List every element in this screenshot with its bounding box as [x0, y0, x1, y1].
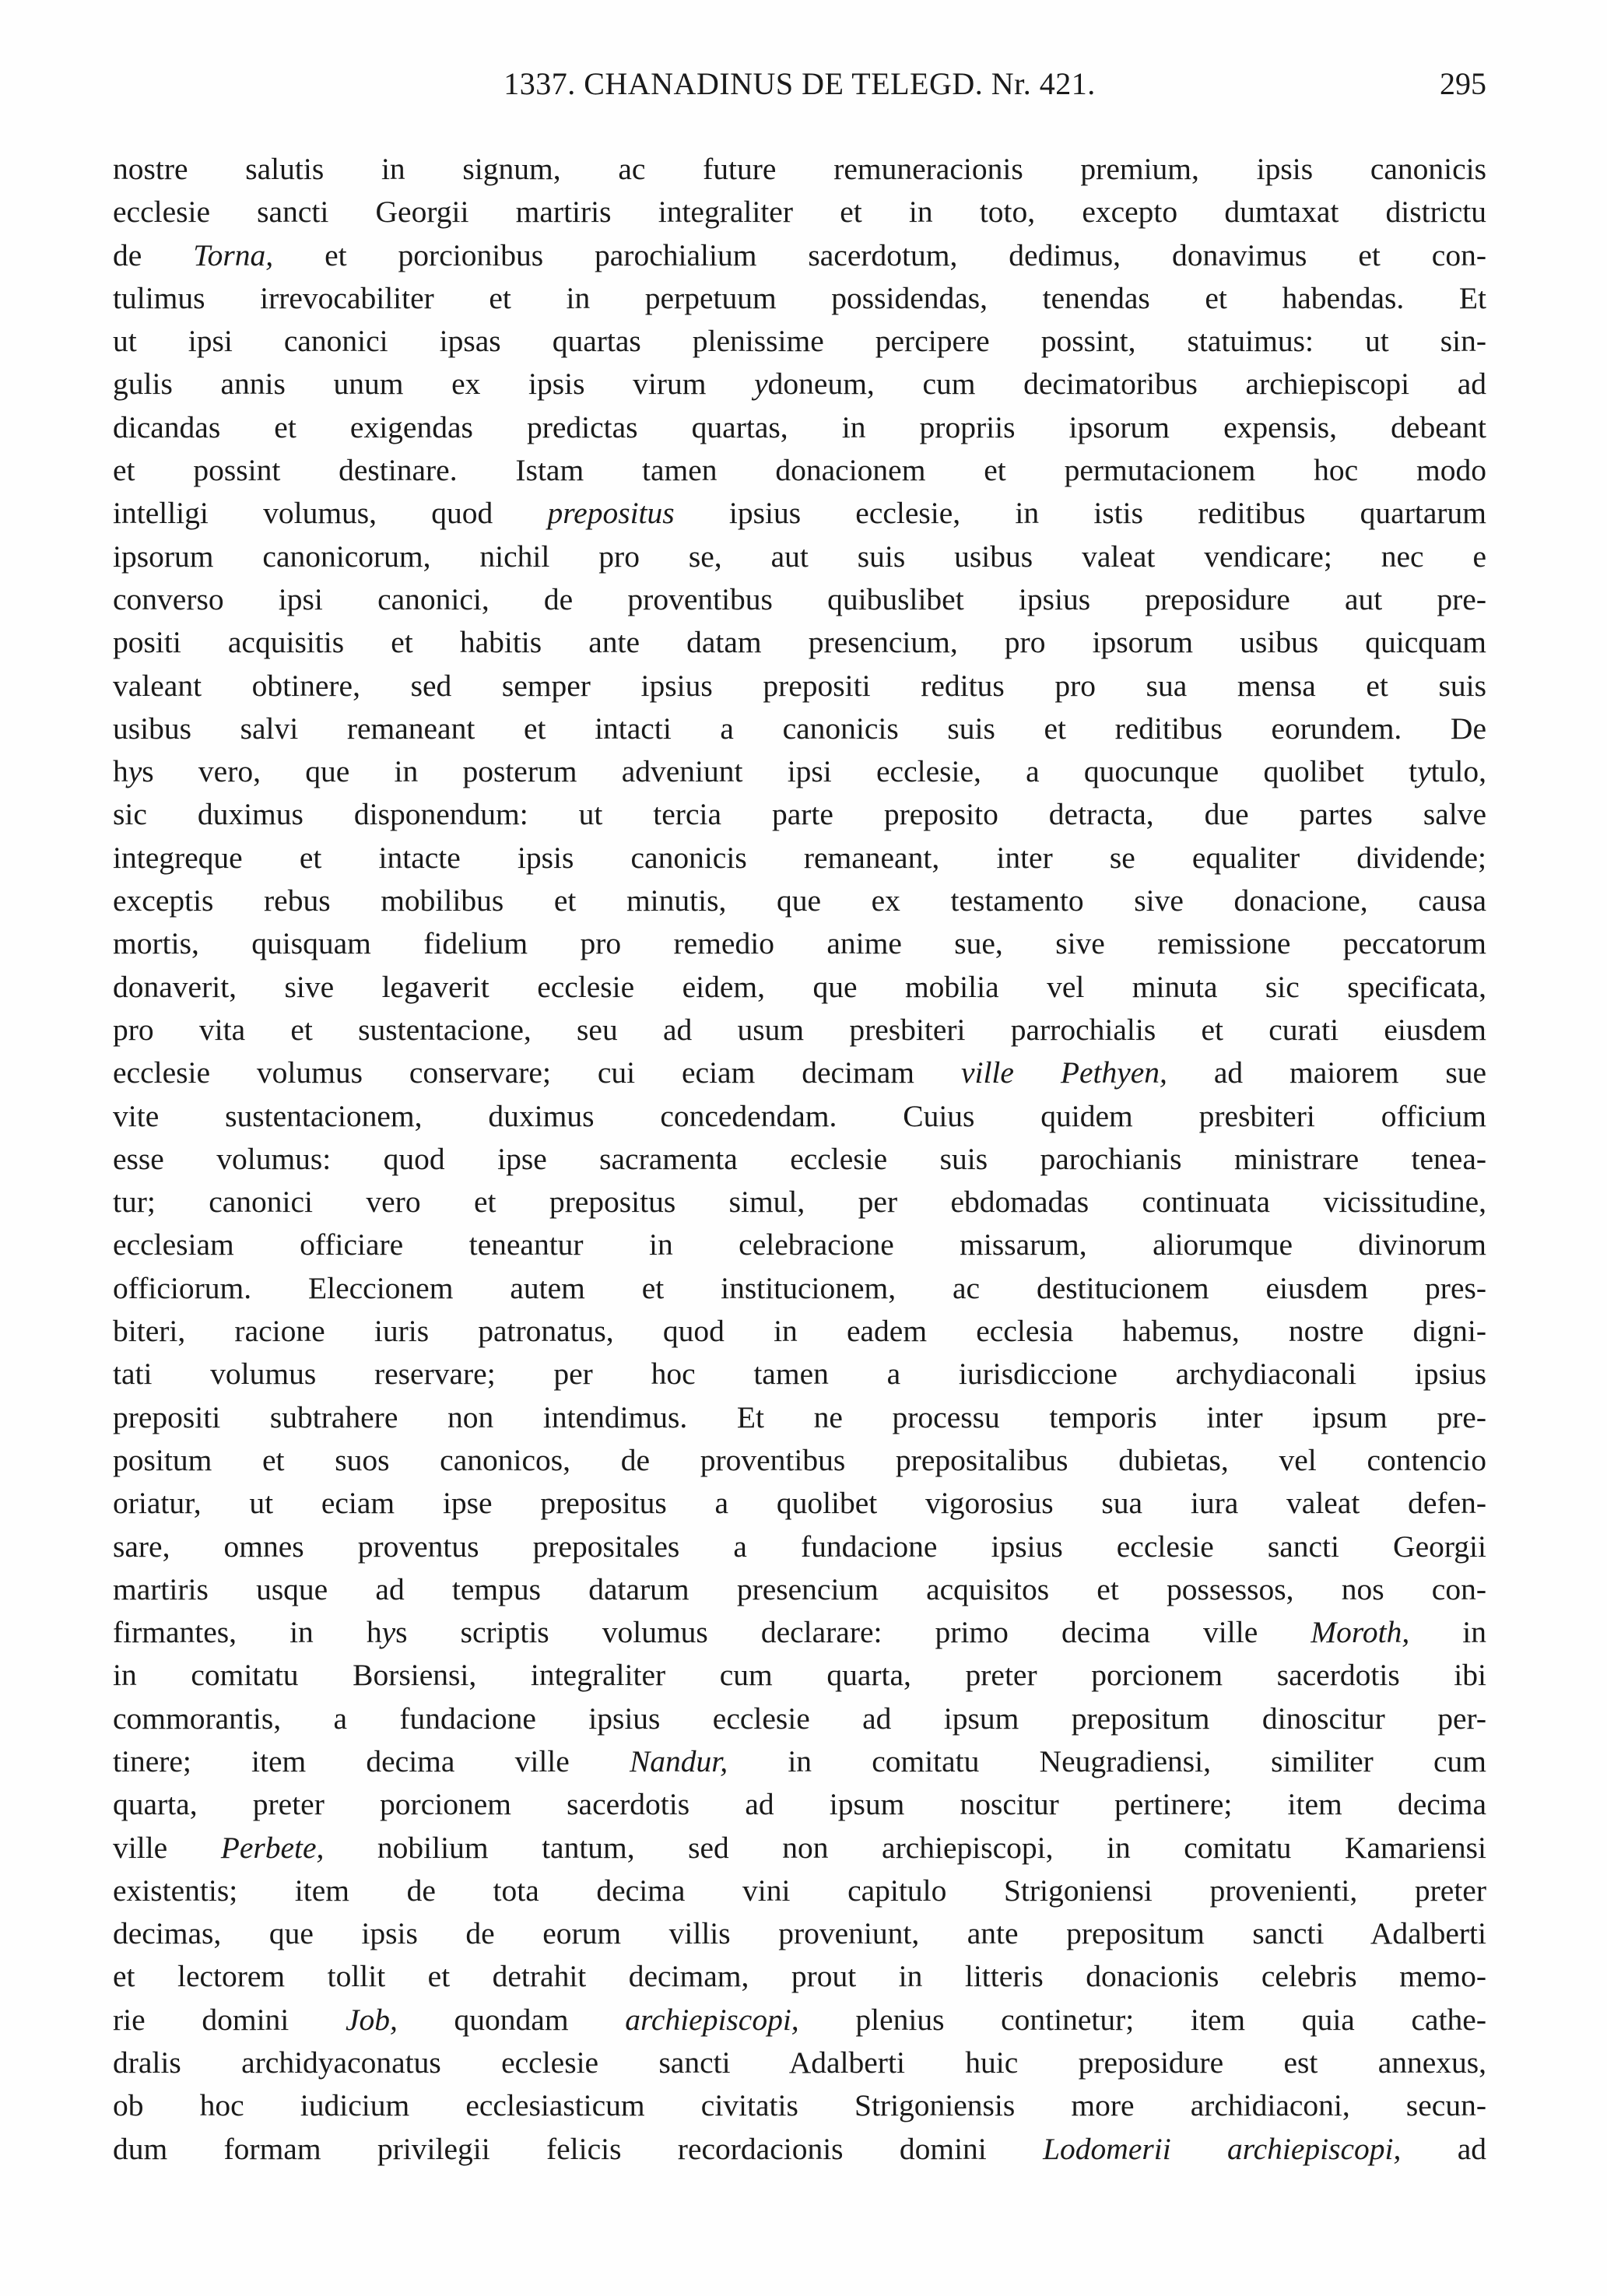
text-segment: s scriptis volumus declarare: primo decima ville: [395, 1615, 1311, 1650]
text-line: [113, 1611, 1486, 1654]
text-segment: in comitatu Neugradiensi, similiter cum: [728, 1743, 1486, 1778]
text-segment: dicandas et exigendas predictas quartas, in propriis ipsorum expensis, debeant: [113, 409, 1486, 444]
text-line: [113, 1439, 1486, 1482]
text-segment: existentis; item de tota decima vini capitulo Strigoniensi provenienti, preter: [113, 1873, 1486, 1908]
italic-segment: y: [754, 367, 768, 402]
text-segment: pro vita et sustentacione, seu ad usum presbiteri parrochialis et curati eiusdem: [113, 1012, 1486, 1047]
text-line: [113, 578, 1486, 621]
text-line: [113, 1009, 1486, 1051]
text-line: [113, 1267, 1486, 1310]
text-segment: doneum, cum decimatoribus archiepiscopi ad: [767, 367, 1486, 402]
text-segment: martiris usque ad tempus datarum presencium acquisitos et possessos, nos con-: [113, 1571, 1486, 1606]
text-segment: esse volumus: quod ipse sacramenta ecclesie suis parochianis ministrare tenea-: [113, 1141, 1486, 1176]
text-line: [113, 1223, 1486, 1266]
text-segment: integreque et intacte ipsis canonicis remaneant, inter se equaliter dividende;: [113, 840, 1486, 875]
text-segment: decimas, que ipsis de eorum villis proveniunt, ante prepositum sancti Adalberti: [113, 1916, 1486, 1951]
text-segment: et porcionibus parochialium sacerdotum, dedimus, donavimus et con-: [273, 237, 1486, 272]
text-line: [113, 1138, 1486, 1181]
italic-segment: Lodomerii archiepiscopi,: [1043, 2131, 1402, 2166]
text-segment: nobilium tantum, sed non archiepiscopi, in comitatu Kamariensi: [324, 1830, 1486, 1865]
text-segment: gulis annis unum ex ipsis virum: [113, 367, 755, 402]
text-segment: s vero, que in posterum adveniunt ipsi ecclesie, a quocunque quolibet t: [142, 754, 1418, 789]
italic-segment: Moroth,: [1311, 1615, 1410, 1650]
text-line: [113, 1525, 1486, 1568]
text-segment: converso ipsi canonici, de proventibus quibuslibet ipsius preposidure aut pre-: [113, 581, 1486, 616]
text-segment: oriatur, ut eciam ipse prepositus a quolibet vigorosius sua iura valeat defen-: [113, 1486, 1486, 1521]
text-line: [113, 406, 1486, 449]
text-segment: ad maiorem sue: [1167, 1055, 1486, 1090]
text-segment: ecclesie volumus conservare; cui eciam decimam: [113, 1055, 961, 1090]
text-line: [113, 1310, 1486, 1353]
text-line: [113, 2128, 1486, 2171]
text-segment: sic duximus disponendum: ut tercia parte preposito detracta, due partes salve: [113, 797, 1486, 832]
italic-segment: Torna,: [193, 237, 274, 272]
text-line: [113, 148, 1486, 191]
italic-segment: archiepiscopi,: [625, 2002, 799, 2037]
text-segment: positum et suos canonicos, de proventibus prepositalibus dubietas, vel contencio: [113, 1442, 1486, 1477]
text-segment: prepositi subtrahere non intendimus. Et ne processu temporis inter ipsum pre-: [113, 1399, 1486, 1434]
text-segment: tur; canonici vero et prepositus simul, per ebdomadas continuata vicissitudine,: [113, 1185, 1486, 1220]
text-line: [113, 1568, 1486, 1611]
text-segment: mortis, quisquam fidelium pro remedio anime sue, sive remissione peccatorum: [113, 926, 1486, 961]
text-segment: biteri, racione iuris patronatus, quod in eadem ecclesia habemus, nostre digni-: [113, 1314, 1486, 1349]
italic-segment: ville Pethyen,: [960, 1055, 1167, 1090]
text-segment: plenius continetur; item quia cathe-: [798, 2002, 1486, 2037]
italic-segment: y: [1417, 754, 1431, 789]
text-segment: tulimus irrevocabiliter et in perpetuum possidendas, tenendas et habendas. Et: [113, 280, 1486, 315]
text-segment: officiorum. Eleccionem autem et institucionem, ac destitucionem eiusdem pres-: [113, 1270, 1486, 1305]
text-line: [113, 1697, 1486, 1740]
text-segment: ad: [1401, 2131, 1486, 2166]
text-line: [113, 707, 1486, 750]
text-line: [113, 492, 1486, 535]
text-segment: ipsius ecclesie, in istis reditibus quartarum: [674, 496, 1486, 531]
text-line: [113, 1482, 1486, 1525]
text-segment: firmantes, in h: [113, 1615, 382, 1650]
text-segment: rie domini: [113, 2002, 346, 2037]
text-line: [113, 665, 1486, 707]
text-segment: in comitatu Borsiensi, integraliter cum quarta, preter porcionem sacerdotis ibi: [113, 1658, 1486, 1693]
text-segment: in: [1409, 1615, 1486, 1650]
text-line: [113, 1181, 1486, 1223]
text-line: [113, 277, 1486, 320]
running-title: 1337. CHANADINUS DE TELEGD. Nr. 421.: [504, 66, 1096, 101]
text-line: [113, 879, 1486, 922]
text-segment: quarta, preter porcionem sacerdotis ad ipsum noscitur pertinere; item decima: [113, 1787, 1486, 1822]
text-line: [113, 234, 1486, 277]
italic-segment: Perbete,: [220, 1830, 325, 1865]
text-line: [113, 191, 1486, 233]
italic-segment: prepositus: [547, 496, 675, 531]
text-line: [113, 1999, 1486, 2041]
text-segment: tinere; item decima ville: [113, 1743, 630, 1778]
running-head: [113, 62, 1486, 106]
page-number: 295: [1440, 66, 1486, 101]
text-segment: intelligi volumus, quod: [113, 496, 548, 531]
text-segment: sare, omnes proventus prepositales a fundacione ipsius ecclesie sancti Georgii: [113, 1529, 1486, 1564]
text-line: [113, 750, 1486, 793]
text-line: [113, 2084, 1486, 2127]
text-segment: nostre salutis in signum, ac future remuneracionis premium, ipsis canonicis: [113, 152, 1486, 186]
text-line: [113, 793, 1486, 836]
text-line: [113, 363, 1486, 405]
italic-segment: Job,: [345, 2002, 398, 2037]
text-line: [113, 1353, 1486, 1396]
text-line: [113, 621, 1486, 664]
text-segment: ecclesie sancti Georgii martiris integraliter et in toto, excepto dumtaxat districtu: [113, 195, 1486, 230]
text-line: [113, 320, 1486, 363]
text-segment: donaverit, sive legaverit ecclesie eidem, que mobilia vel minuta sic specificata,: [113, 969, 1486, 1004]
italic-segment: y: [128, 754, 142, 789]
text-line: [113, 1654, 1486, 1697]
text-segment: ville: [113, 1830, 221, 1865]
text-line: [113, 1051, 1486, 1094]
text-segment: ut ipsi canonici ipsas quartas plenissime percipere possint, statuimus: ut sin-: [113, 324, 1486, 359]
text-segment: h: [113, 754, 128, 789]
text-segment: vite sustentacionem, duximus concedendam. Cuius quidem presbiteri officium: [113, 1098, 1486, 1133]
text-segment: exceptis rebus mobilibus et minutis, que ex testamento sive donacione, causa: [113, 883, 1486, 918]
text-segment: et lectorem tollit et detrahit decimam, prout in litteris donacionis celebris memo-: [113, 1959, 1486, 1994]
text-segment: positi acquisitis et habitis ante datam presencium, pro ipsorum usibus quicquam: [113, 625, 1486, 660]
text-line: [113, 1955, 1486, 1998]
text-segment: de: [113, 237, 194, 272]
text-line: [113, 535, 1486, 578]
text-segment: usibus salvi remaneant et intacti a canonicis suis et reditibus eorundem. De: [113, 711, 1486, 746]
text-line: [113, 1396, 1486, 1439]
text-segment: ob hoc iudicium ecclesiasticum civitatis Strigoniensis more archidiaconi, secun-: [113, 2088, 1486, 2123]
text-line: [113, 966, 1486, 1009]
text-segment: et possint destinare. Istam tamen donacionem et permutacionem hoc modo: [113, 453, 1486, 488]
text-line: [113, 1740, 1486, 1783]
text-segment: tulo,: [1430, 754, 1486, 789]
text-segment: quondam: [397, 2002, 626, 2037]
text-line: [113, 1827, 1486, 1869]
italic-segment: Nandur,: [629, 1743, 728, 1778]
text-line: [113, 1912, 1486, 1955]
text-segment: dum formam privilegii felicis recordacionis domini: [113, 2131, 1044, 2166]
text-segment: dralis archidyaconatus ecclesie sancti Adalberti huic preposidure est annexus,: [113, 2045, 1486, 2080]
text-line: [113, 1095, 1486, 1138]
document-body-text: [113, 148, 1486, 2171]
italic-segment: y: [381, 1615, 396, 1650]
text-segment: tati volumus reservare; per hoc tamen a iurisdiccione archydiaconali ipsius: [113, 1357, 1486, 1392]
text-line: [113, 922, 1486, 965]
text-line: [113, 1869, 1486, 1912]
text-segment: valeant obtinere, sed semper ipsius prepositi reditus pro sua mensa et suis: [113, 668, 1486, 703]
text-segment: ipsorum canonicorum, nichil pro se, aut suis usibus valeat vendicare; nec e: [113, 539, 1486, 574]
text-segment: ecclesiam officiare teneantur in celebracione missarum, aliorumque divinorum: [113, 1227, 1486, 1262]
text-line: [113, 449, 1486, 492]
text-line: [113, 1783, 1486, 1826]
text-line: [113, 837, 1486, 879]
text-line: [113, 2041, 1486, 2084]
text-segment: commorantis, a fundacione ipsius ecclesie ad ipsum prepositum dinoscitur per-: [113, 1701, 1486, 1736]
